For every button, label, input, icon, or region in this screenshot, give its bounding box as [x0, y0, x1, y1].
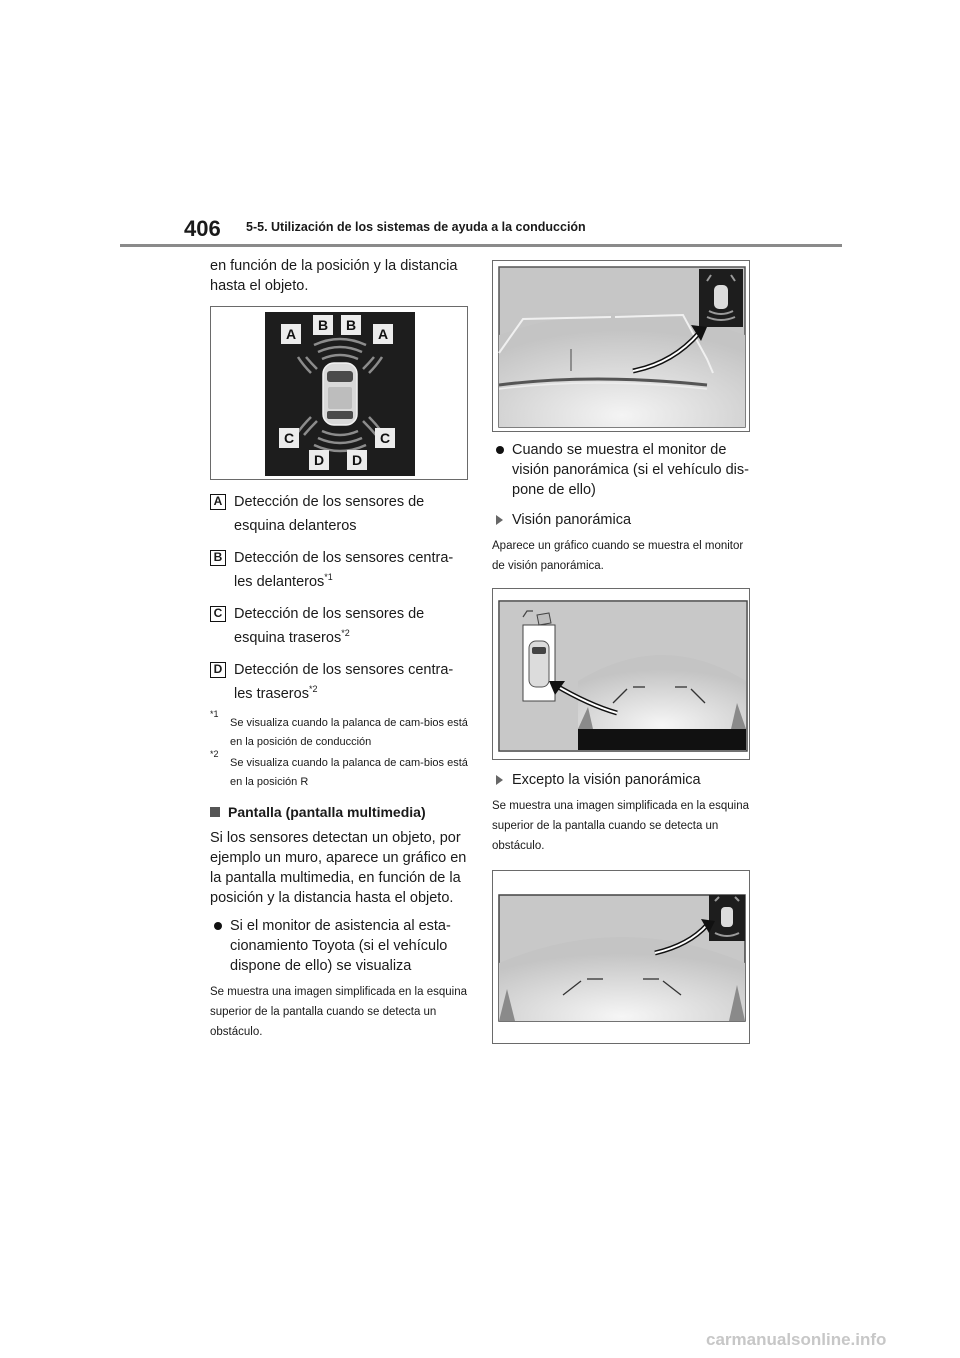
- label-c-left: C: [283, 430, 295, 446]
- footnote-1: *1 Se visualiza cuando la palanca de cam-bios está en la posición de conducción: [210, 709, 468, 748]
- legend-item-b: [210, 546, 470, 594]
- sensor-detection-figure: [210, 306, 468, 480]
- intro-text: en función de la posición y la distancia hasta el objeto.: [210, 258, 458, 294]
- legend-item-c: [210, 602, 470, 650]
- panoramic-view-figure: [492, 588, 750, 760]
- subheading-text: Pantalla (pantalla multimedia): [228, 804, 426, 820]
- header-rule: [120, 244, 842, 247]
- round-bullet-icon: [214, 922, 222, 930]
- bullet-note: Se muestra una imagen simplificada en la esquina superior de la pantalla cuando se detecta un obstáculo.: [210, 986, 467, 1038]
- legend-text: Detección de los sensores de esquina traseros: [234, 606, 425, 646]
- label-a-right: A: [377, 326, 389, 342]
- legend-text: Detección de los sensores de esquina delanteros: [234, 494, 425, 534]
- left-column: [210, 256, 470, 1042]
- legend-letter-box: D: [210, 662, 226, 678]
- label-d-right: D: [351, 452, 363, 468]
- subheading-display: [210, 802, 470, 822]
- bullet-parking-monitor: [210, 916, 470, 976]
- footnote-text: Se visualiza cuando la palanca de cam-bios está en la posición de conducción: [230, 717, 468, 748]
- triangle-bullet-icon: [496, 515, 503, 525]
- panoramic-view-illustration: [493, 589, 750, 760]
- section-title: 5-5. Utilización de los sistemas de ayuda a la conducción: [246, 220, 586, 234]
- item-except-panoramic: [492, 770, 750, 790]
- bullet-text: Si el monitor de asistencia al esta-cionamiento Toyota (si el vehículo dispone de ello) se visualiza: [230, 918, 451, 974]
- watermark: carmanualsonline.info: [706, 1330, 887, 1349]
- except-panoramic-note: Se muestra una imagen simplificada en la esquina superior de la pantalla cuando se detecta un obstáculo.: [492, 800, 749, 852]
- item-panoramic-view: [492, 510, 750, 530]
- footnote-2: *2 Se visualiza cuando la palanca de cam-bios está en la posición R: [210, 749, 468, 788]
- label-a-left: A: [285, 326, 297, 342]
- legend-letter-box: A: [210, 494, 226, 510]
- label-c-right: C: [379, 430, 391, 446]
- bullet-text: Cuando se muestra el monitor de visión panorámica (si el vehículo dis-pone de ello): [512, 442, 749, 498]
- bullet-panoramic-monitor: [492, 440, 750, 500]
- simplified-view-illustration: [493, 871, 750, 1044]
- legend-text: Detección de los sensores centra-les delanteros: [234, 550, 454, 590]
- legend-note: *1: [324, 572, 333, 583]
- item-title: Visión panorámica: [512, 512, 632, 528]
- legend-note: *2: [308, 684, 318, 695]
- panoramic-note: Aparece un gráfico cuando se muestra el monitor de visión panorámica.: [492, 540, 744, 572]
- legend-note: *2: [341, 628, 350, 639]
- legend-list: [210, 490, 470, 706]
- legend-item-a: [210, 490, 470, 538]
- parking-monitor-figure: [492, 260, 750, 432]
- right-column: [492, 260, 750, 1044]
- legend-text: Detección de los sensores centra-les traseros: [234, 662, 454, 702]
- sensor-detection-illustration: [211, 307, 468, 480]
- legend-letter-box: B: [210, 550, 226, 566]
- round-bullet-icon: [496, 446, 504, 454]
- label-b-right: B: [345, 317, 357, 333]
- label-d-left: D: [313, 452, 325, 468]
- item-title: Excepto la visión panorámica: [512, 772, 701, 788]
- label-b-left: B: [317, 317, 329, 333]
- legend-item-d: [210, 658, 470, 706]
- legend-letter-box: C: [210, 606, 226, 622]
- footnote-text: Se visualiza cuando la palanca de cam-bios está en la posición R: [230, 757, 468, 788]
- simplified-view-figure: [492, 870, 750, 1044]
- parking-monitor-illustration: [493, 261, 750, 432]
- display-paragraph: Si los sensores detectan un objeto, por ejemplo un muro, aparece un gráfico en la pantalla multimedia, en función de la posición y la distancia hasta el objeto.: [210, 830, 467, 906]
- triangle-bullet-icon: [496, 775, 503, 785]
- square-bullet-icon: [210, 807, 220, 817]
- page-number: 406: [184, 216, 221, 241]
